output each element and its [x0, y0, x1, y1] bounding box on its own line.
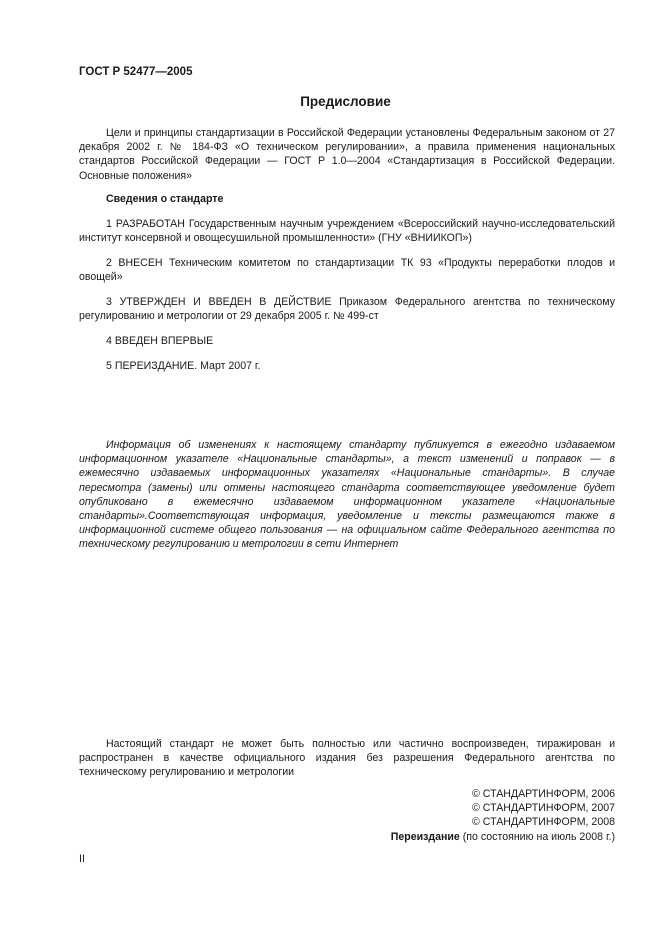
changes-info-paragraph — [79, 438, 615, 552]
standard-info-item-5 — [79, 359, 615, 373]
reproduction-notice — [79, 737, 615, 780]
intro-paragraph — [79, 126, 615, 183]
changes-info-text: Информация об изменениях к настоящему стандарту публикуется в ежегодно издаваемом информационном указателе «Национальные стандарты», а текст изменений и поправок — в ежемесячно издаваемых информационных указателях «Национальные стандарты». В случае пересмотра (замены) или отмены настоящего стандарта соответствующее уведомление будет опубликовано в ежемесячно издаваемом информационном указателе «Национальные стандарты».Соответствующая информация, уведомление и тексты размещаются также в информационной системе общего пользования — на официальном сайте Федерального агентства по техническому регулированию и метрологии в сети Интернет — [79, 439, 615, 551]
standard-info-item-text: 5 ПЕРЕИЗДАНИЕ. Март 2007 г. — [106, 360, 261, 372]
standard-info-item-1 — [79, 217, 615, 245]
reissue-note: (по состоянию на июль 2008 г.) — [459, 830, 615, 843]
standard-code: ГОСТ Р 52477—2005 — [79, 66, 193, 78]
standard-info-item-text: 3 УТВЕРЖДЕН И ВВЕДЕН В ДЕЙСТВИЕ Приказом Федерального агентства по техническому регулированию и метрологии от 29 декабря 2005 г. № 499-ст — [79, 296, 615, 323]
copyright-line: © СТАНДАРТИНФОРМ, 2007 — [472, 802, 615, 815]
reissue-label: Переиздание — [390, 830, 460, 843]
page-title: Предисловие — [300, 94, 391, 109]
copyright-block — [79, 787, 615, 844]
copyright-line: © СТАНДАРТИНФОРМ, 2006 — [472, 788, 615, 800]
standard-info-item-2 — [79, 256, 615, 284]
standard-info-item-4 — [79, 334, 615, 348]
standard-info-item-3 — [79, 295, 615, 323]
standard-info-item-text: 2 ВНЕСЕН Техническим комитетом по стандартизации ТК 93 «Продукты переработки плодов и овощей» — [79, 257, 615, 284]
standard-info-item-text: 1 РАЗРАБОТАН Государственным научным учреждением «Всероссийский научно-исследовательский институт консервной и овощесушильной промышленности» (ГНУ «ВНИИКОП») — [79, 218, 615, 245]
page-number: II — [79, 853, 85, 865]
intro-paragraph-text: Цели и принципы стандартизации в Российской Федерации установлены Федеральным законом от 27 декабря 2002 г. № 184-ФЗ «О техническом регулировании», а правила применения национальных стандартов Российской Федерации — ГОСТ Р 1.0—2004 «Стандартизация в Российской Федерации. Основные положения» — [79, 127, 615, 182]
standard-info-item-text: 4 ВВЕДЕН ВПЕРВЫЕ — [106, 335, 214, 347]
reissue-line — [79, 830, 615, 844]
copyright-line: © СТАНДАРТИНФОРМ, 2008 — [472, 816, 615, 829]
reproduction-notice-text: Настоящий стандарт не может быть полностью или частично воспроизведен, тиражирован и распространен в качестве официального издания без разрешения Федерального агентства по техническому регулированию и метрологии — [79, 738, 615, 779]
standard-info-heading: Сведения о стандарте — [106, 193, 224, 205]
